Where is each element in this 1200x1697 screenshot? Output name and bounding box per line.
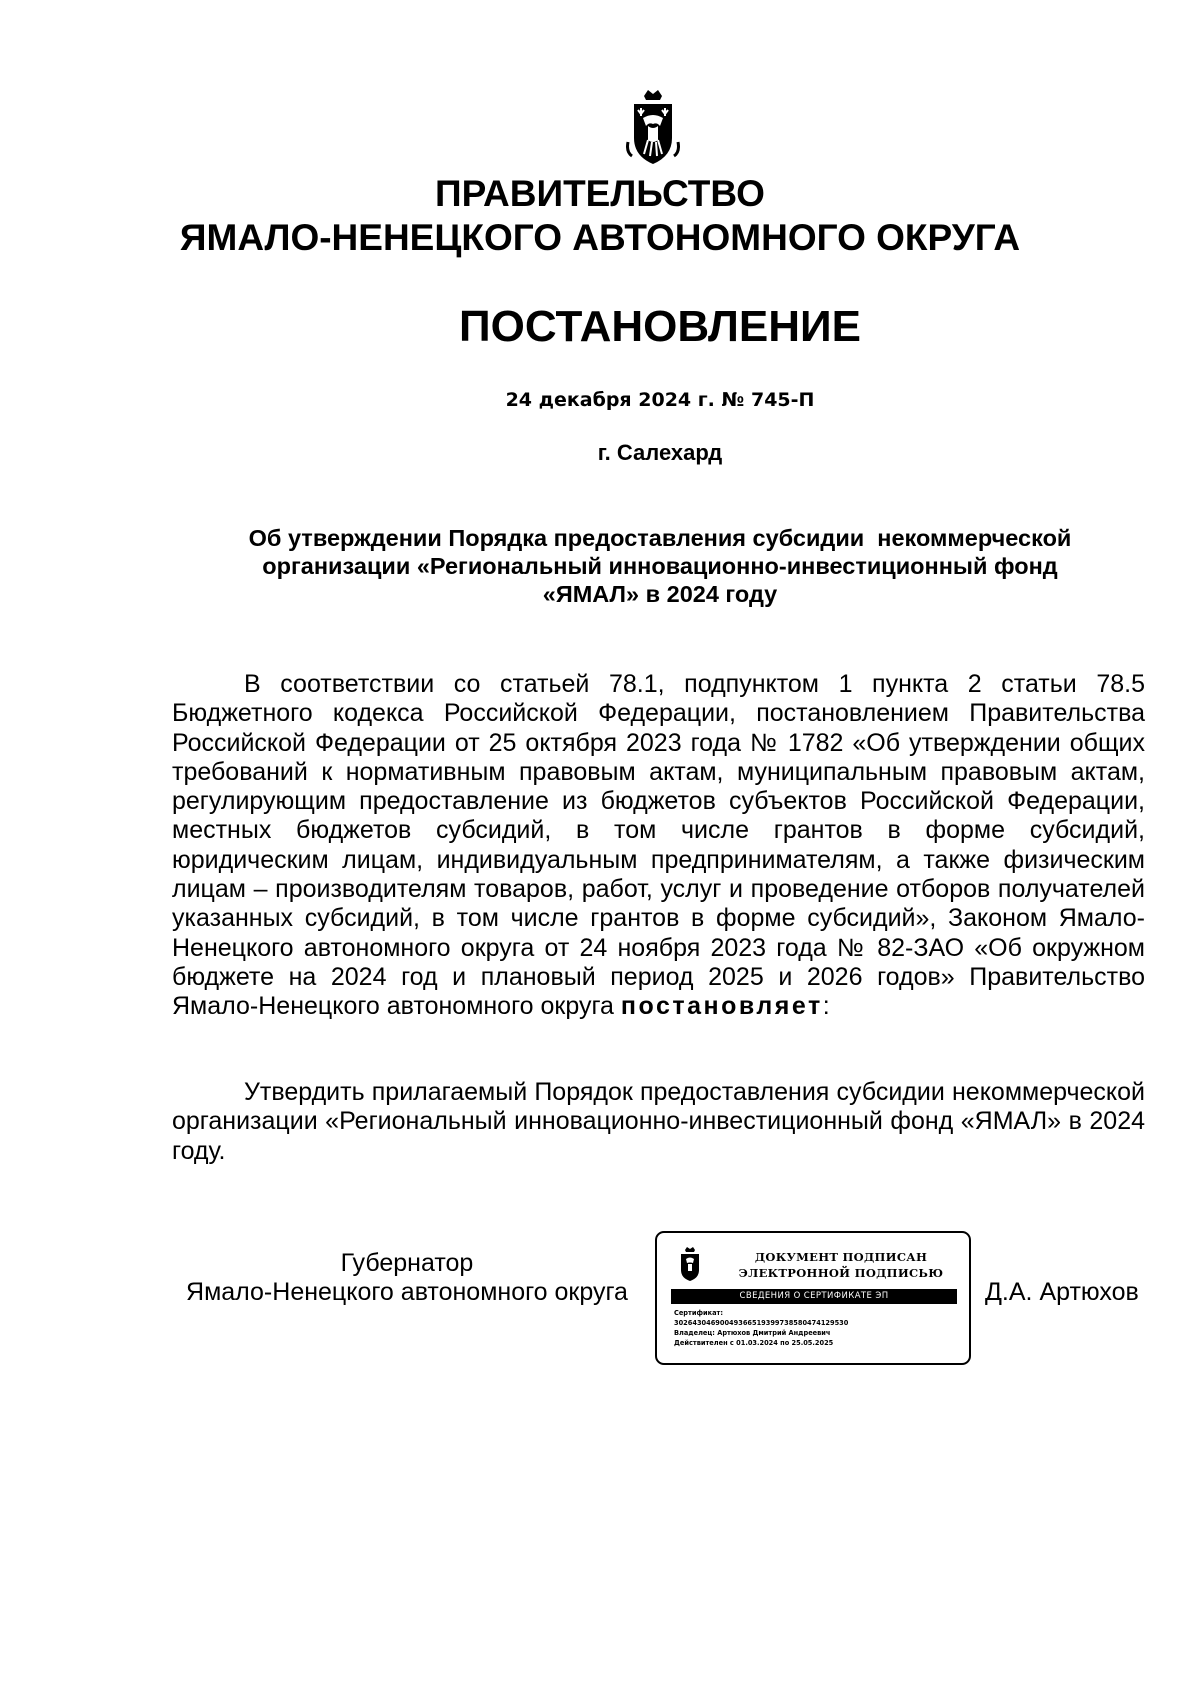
signatory-title-line-1: Губернатор [340,1249,474,1277]
preamble-text: В соответствии со статьей 78.1, подпунктом 1 пункта 2 статьи 78.5 Бюджетного кодекса Российской Федерации, постановлением Правительства Российской Федерации от 25 октября 2023 года № 1782 «Об утверждении общих требований к нормативным правовым актам, муниципальным правовым актам, регулирующим предоставление из бюджетов субъектов Российской Федерации, местных бюджетов субсидий, в том числе грантов в форме субсидий, юридическим лицам, индивидуальным предпринимателям, а также физическим лицам – производителям товаров, работ, услуг и проведение отборов получателей указанных субсидий, в том числе грантов в форме субсидий», Законом Ямало-Ненецкого автономного округа от 24 ноября 2023 года № 82-ЗАО «Об окружном бюджете на 2024 год и плановый период 2025 и 2026 годов» Правительство Ямало-Ненецкого автономного округа [172,670,1145,1021]
decree-colon: : [822,992,830,1021]
stamp-heading-line-1: ДОКУМЕНТ ПОДПИСАН [754,1250,928,1264]
document-type-title: ПОСТАНОВЛЕНИЕ [458,302,862,351]
stamp-heading-line-2: ЭЛЕКТРОННОЙ ПОДПИСЬЮ [738,1266,944,1280]
stamp-heading [715,1249,967,1281]
coat-of-arms-emblem [626,86,680,170]
subject-line-1: Об утверждении Порядка предоставления субсидии некоммерческой [248,525,1072,551]
signatory-name: Д.А. Артюхов [985,1278,1139,1306]
stamp-emblem-icon [678,1247,702,1283]
subject-line-3: «ЯМАЛ» в 2024 году [542,581,778,607]
stamp-certificate-number: 30264304690049366519399738580474129530 [674,1319,849,1327]
stamp-validity: Действителен с 01.03.2024 по 25.05.2025 [674,1339,834,1347]
stamp-certificate-details [674,1308,959,1348]
decree-word: постановляет [620,992,823,1021]
stamp-certificate-bar: СВЕДЕНИЯ О СЕРТИФИКАТЕ ЭП [671,1289,957,1304]
electronic-signature-stamp [655,1231,971,1365]
organization-line-1: ПРАВИТЕЛЬСТВО [435,173,765,214]
stamp-owner: Владелец: Артюхов Дмитрий Андреевич [674,1329,831,1337]
preamble-paragraph [172,670,1145,1022]
document-subject [180,524,1140,608]
document-city: г. Салехард [597,440,723,465]
resolution-paragraph: Утвердить прилагаемый Порядок предоставления субсидии некоммерческой организации «Региональный инновационно-инвестиционный фонд «ЯМАЛ» в 2024 году. [172,1078,1145,1165]
stamp-certificate-label: Сертификат: [674,1309,724,1317]
document-date-number: 24 декабря 2024 г. № 745-П [505,389,815,411]
signatory-title-line-2: Ямало-Ненецкого автономного округа [186,1278,628,1306]
subject-line-2: организации «Региональный инновационно-инвестиционный фонд [262,553,1058,579]
organization-line-2: ЯМАЛО-НЕНЕЦКОГО АВТОНОМНОГО ОКРУГА [179,217,1021,258]
